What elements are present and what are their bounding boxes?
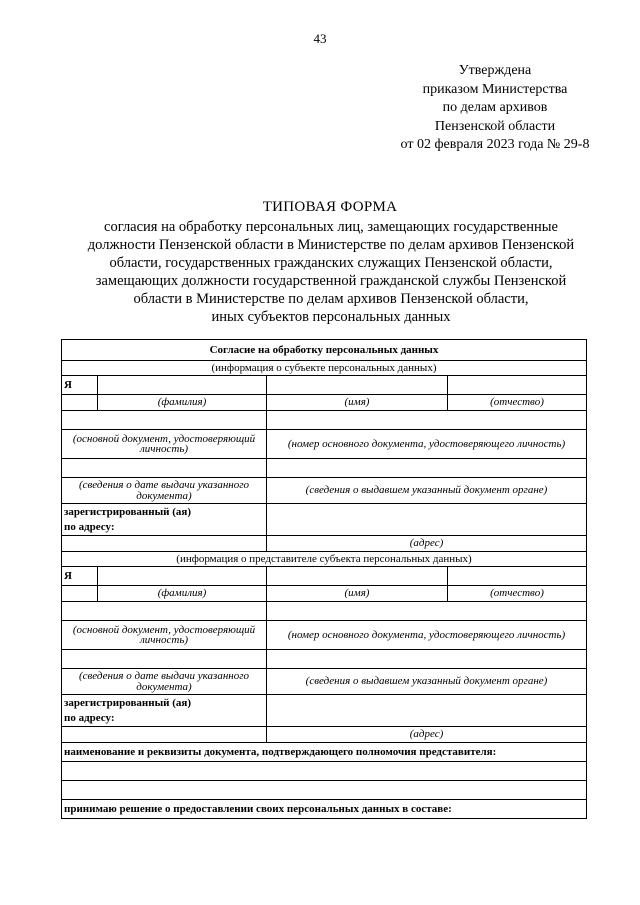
issuer-field[interactable] [267,459,587,478]
subtitle-line: согласия на обработку персональных лиц, замещающих государственные [104,219,558,235]
subtitle-line: должности Пензенской области в Министерстве по делам архивов Пензенской [87,237,575,253]
approval-line: приказом Министерства [422,81,568,97]
issue-date-caption: (сведения о дате выдачи указанного документа) [62,478,267,504]
patronymic-caption: (отчество) [448,395,587,411]
registered-label [62,504,267,536]
address-caption: (адрес) [267,536,587,552]
subtitle-line: области, государственных гражданских служащих Пензенской области, [109,255,553,271]
main-document-caption: (основной документ, удостоверяющий личность) [62,430,267,459]
surname-caption: (фамилия) [98,395,267,411]
subtitle-line: области в Министерстве по делам архивов Пензенской области, [133,291,529,307]
rep-registered-label [62,695,267,727]
rep-name-caption: (имя) [267,586,448,602]
form-title: ТИПОВАЯ ФОРМА [262,199,398,215]
representative-info-caption: (информация о представителе субъекта персональных данных) [62,552,587,567]
blank-cell [62,586,98,602]
approval-line: от 02 февраля 2023 года № 29-8 [400,137,590,153]
blank-cell [62,395,98,411]
document-number-field[interactable] [267,411,587,430]
registered-line: зарегистрированный (ая) [64,696,192,709]
subject-info-caption: (информация о субъекте персональных данных) [62,361,587,376]
approval-block [360,62,630,155]
approval-line: Пензенской области [434,118,556,134]
rep-issue-date-caption: (сведения о дате выдачи указанного документа) [62,669,267,695]
rep-surname-field[interactable] [98,567,267,586]
rep-surname-caption: (фамилия) [98,586,267,602]
authority-document-label: наименование и реквизиты документа, подтверждающего полномочия представителя: [62,743,587,762]
blank-cell [62,536,267,552]
approval-line: Утверждена [458,63,532,78]
rep-document-number-field[interactable] [267,602,587,621]
issue-date-field[interactable] [62,459,267,478]
registered-line: по адресу: [64,711,115,724]
issuer-caption: (сведения о выдавшем указанный документ органе) [267,478,587,504]
address-field[interactable] [267,504,587,536]
name-field[interactable] [267,376,448,395]
form-header: Согласие на обработку персональных данных [62,340,587,361]
decision-label: принимаю решение о предоставлении своих персональных данных в составе: [62,800,587,819]
rep-address-caption: (адрес) [267,727,587,743]
main-document-field[interactable] [62,411,267,430]
rep-name-field[interactable] [267,567,448,586]
patronymic-field[interactable] [448,376,587,395]
rep-patronymic-caption: (отчество) [448,586,587,602]
name-caption: (имя) [267,395,448,411]
rep-issuer-caption: (сведения о выдавшем указанный документ органе) [267,669,587,695]
document-number-caption: (номер основного документа, удостоверяющего личность) [267,430,587,459]
surname-field[interactable] [98,376,267,395]
consent-form-table [61,339,587,819]
rep-issue-date-field[interactable] [62,650,267,669]
rep-document-number-caption: (номер основного документа, удостоверяющего личность) [267,621,587,650]
approval-line: по делам архивов [442,100,548,116]
rep-address-field[interactable] [267,695,587,727]
registered-line: по адресу: [64,520,115,533]
page-number: 43 [313,31,327,46]
form-subtitle [50,218,612,326]
subtitle-line: замещающих должности государственной гражданской службы Пензенской [95,273,567,289]
rep-patronymic-field[interactable] [448,567,587,586]
authority-document-field-2[interactable] [62,781,587,800]
rep-main-document-caption: (основной документ, удостоверяющий личность) [62,621,267,650]
authority-document-field[interactable] [62,762,587,781]
rep-main-document-field[interactable] [62,602,267,621]
subtitle-line: иных субъектов персональных данных [211,309,451,325]
registered-line: зарегистрированный (ая) [64,505,192,518]
rep-issuer-field[interactable] [267,650,587,669]
ya-label: Я [62,376,98,395]
ya-label: Я [62,567,98,586]
blank-cell [62,727,267,743]
